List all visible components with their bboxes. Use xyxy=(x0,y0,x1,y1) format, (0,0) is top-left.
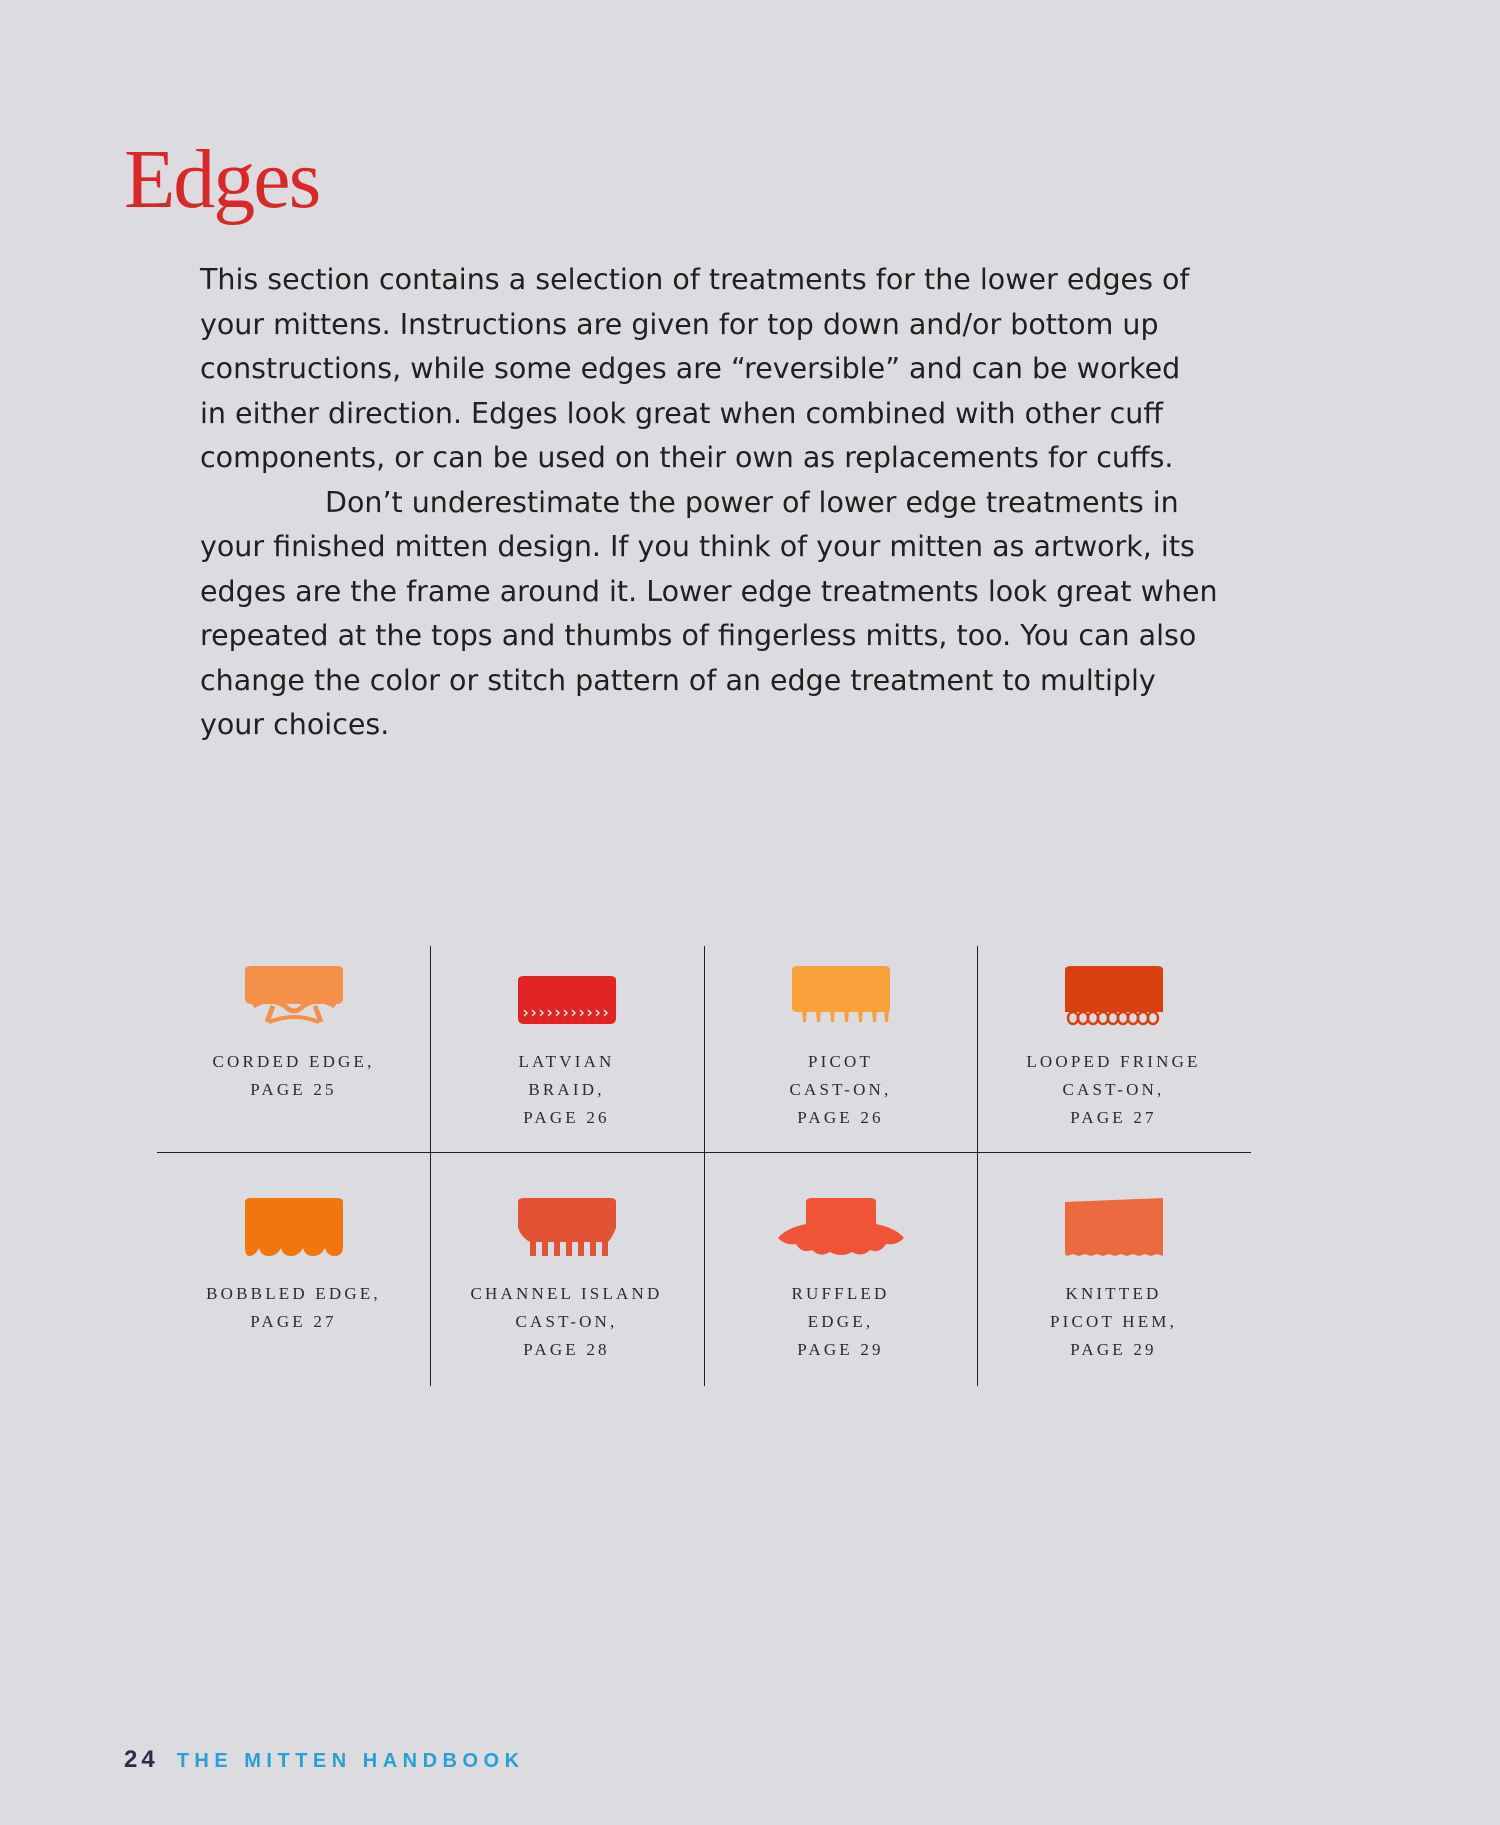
text-line: edges are the frame around it. Lower edge treatments look great when xyxy=(200,574,1218,608)
edge-item-bobbled-edge[interactable] xyxy=(157,1198,430,1336)
edge-item-channel-island[interactable] xyxy=(430,1198,703,1364)
edge-label: LATVIAN BRAID, PAGE 26 xyxy=(518,1052,615,1127)
edge-label: PICOT CAST-ON, PAGE 26 xyxy=(789,1052,892,1127)
grid-divider xyxy=(157,1152,1251,1153)
edge-item-knitted-picot-hem[interactable] xyxy=(977,1198,1250,1364)
edge-label: LOOPED FRINGE CAST-ON, PAGE 27 xyxy=(1026,1052,1201,1127)
text-line: This section contains a selection of treatments for the lower edges of xyxy=(200,263,1190,296)
edge-label: CORDED EDGE, PAGE 25 xyxy=(212,1052,375,1099)
edge-item-picot-cast-on[interactable] xyxy=(704,966,977,1132)
edge-label: CHANNEL ISLAND CAST-ON, PAGE 28 xyxy=(470,1284,663,1359)
paragraph-1 xyxy=(200,258,1260,481)
edge-label: RUFFLED EDGE, PAGE 29 xyxy=(791,1284,890,1359)
edge-label: BOBBLED EDGE, PAGE 27 xyxy=(206,1284,381,1331)
latvian-braid-icon xyxy=(512,966,622,1028)
text-line: components, or can be used on their own as replacements for cuffs. xyxy=(200,441,1174,474)
edge-item-ruffled-edge[interactable] xyxy=(704,1198,977,1364)
edges-grid xyxy=(157,946,1251,1386)
looped-fringe-icon xyxy=(1059,966,1169,1028)
edge-item-latvian-braid[interactable] xyxy=(430,966,703,1132)
intro-text xyxy=(200,258,1260,748)
page-number: 24 xyxy=(124,1746,159,1773)
page-footer xyxy=(124,1746,525,1774)
text-line: repeated at the tops and thumbs of fingerless mitts, too. You can also xyxy=(200,619,1197,652)
picot-cast-on-icon xyxy=(786,966,896,1028)
edge-label: KNITTED PICOT HEM, PAGE 29 xyxy=(1049,1284,1178,1359)
corded-edge-icon xyxy=(239,966,349,1028)
text-line: your choices. xyxy=(200,708,390,741)
text-line: your finished mitten design. If you think of your mitten as artwork, its xyxy=(200,530,1195,563)
text-line: Don’t underestimate the power of lower edge treatments in xyxy=(325,485,1179,519)
book-title: THE MITTEN HANDBOOK xyxy=(176,1750,525,1772)
bobbled-edge-icon xyxy=(239,1198,349,1260)
paragraph-2 xyxy=(200,481,1260,748)
ruffled-edge-icon xyxy=(771,1198,911,1260)
text-line: in either direction. Edges look great when combined with other cuff xyxy=(200,396,1163,430)
text-line: your mittens. Instructions are given for top down and/or bottom up xyxy=(200,307,1159,341)
knitted-picot-hem-icon xyxy=(1059,1198,1169,1260)
edge-item-looped-fringe[interactable] xyxy=(977,966,1250,1132)
page-title: Edges xyxy=(124,133,320,226)
text-line: constructions, while some edges are “reversible” and can be worked xyxy=(200,352,1181,385)
channel-island-icon xyxy=(512,1198,622,1260)
edge-item-corded-edge[interactable] xyxy=(157,966,430,1104)
text-line: change the color or stitch pattern of an edge treatment to multiply xyxy=(200,663,1156,697)
